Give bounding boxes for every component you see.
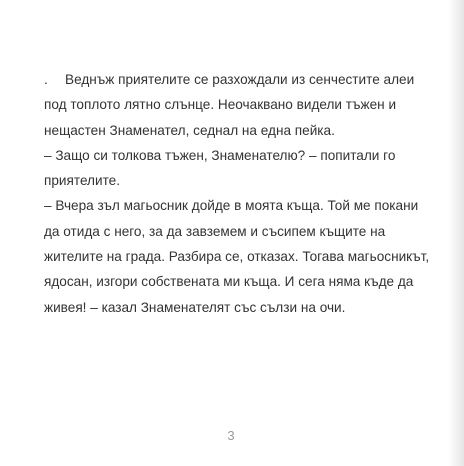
page-number: 3 bbox=[227, 428, 235, 443]
story-line: ядосан, изгори собствената ми къща. И сега няма къде да bbox=[44, 274, 414, 290]
story-line: – Вчера зъл магьосник дойде в моята къща. Той ме покани bbox=[44, 198, 419, 214]
story-line bbox=[44, 67, 442, 92]
story-text bbox=[44, 67, 442, 320]
story-line: да отида с него, за да завземем и съсипем къщите на bbox=[44, 223, 386, 239]
story-line-text: Веднъж приятелите се разхождали из сенчестите алеи bbox=[65, 72, 415, 87]
page-edge-shadow bbox=[448, 0, 464, 466]
paragraph-marker: . bbox=[44, 72, 48, 87]
story-line: жителите на града. Разбира се, отказах. Тогава магьосникът, bbox=[44, 249, 430, 265]
story-line: – Защо си толкова тъжен, Знаменателю? – попитали го bbox=[44, 147, 396, 163]
story-line: под топлото лятно слънце. Неочаквано видели тъжен и bbox=[44, 97, 397, 113]
story-line: приятелите. bbox=[44, 173, 120, 189]
story-line: нещастен Знаменател, седнал на една пейка. bbox=[44, 122, 335, 138]
story-line: живея! – казал Знаменателят със сълзи на очи. bbox=[44, 299, 346, 315]
